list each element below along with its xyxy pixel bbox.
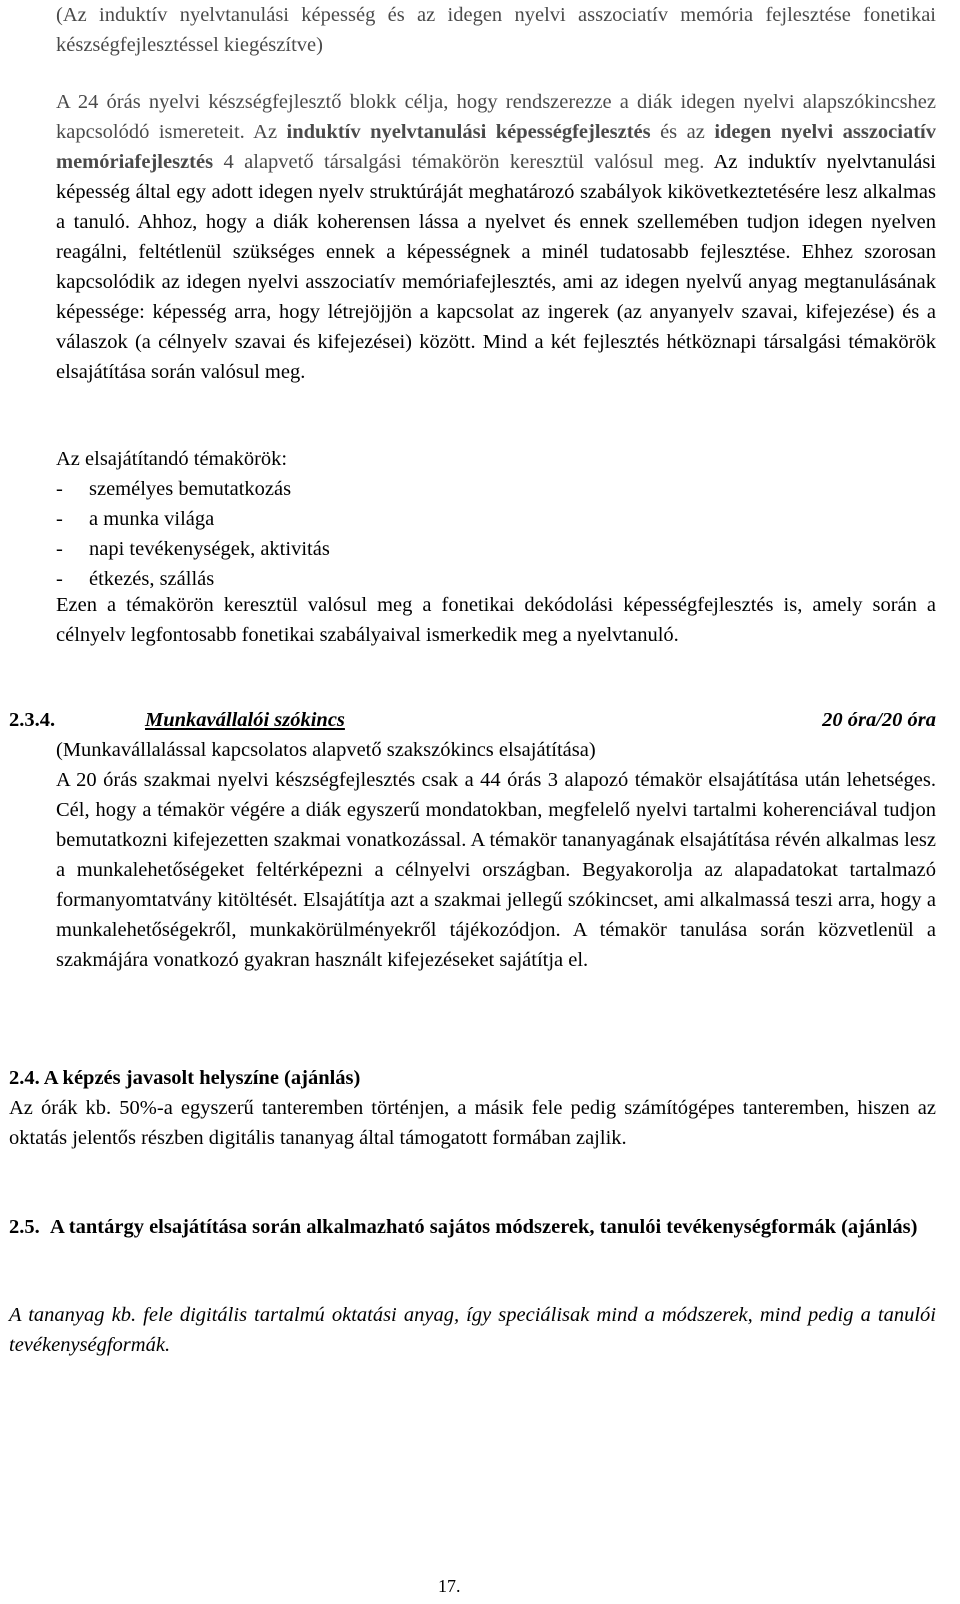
section-234-title: Munkavállalói szókincs [145, 709, 345, 731]
list-item-text: étkezés, szállás [89, 568, 215, 590]
section-234-body: A 20 órás szakmai nyelvi készségfejlesztés csak a 44 órás 3 alapozó témakör elsajátítása után lehetséges. Cél, hogy a témakör végére a diák egyszerű mondatokban, megfelelő nyelvi tartalmi koherenciával tudjon bemutatkozni kifejezetten szakmai vonatkozással. A témakör tananyagának elsajátítása révén alkalmas lesz a munkalehetőségeket feltérképezni a célnyelvi országban. Begyakorolja az alapadatokat tartalmazó formanyomtatvány kitöltését. Elsajátítja azt a szakmai jellegű szókincset, ami alkalmassá teszi arra, hogy a munkalehetőségekről, munkakörülményekről tájékozódjon. A témakör tanulása során közvetlenül a szakmájára vonatkozó gyakran használt kifejezéseket sajátítja el. [56, 769, 936, 971]
intro-p1-text-d: 4 alapvető társalgási témakörön keresztül valósul meg. [213, 151, 705, 173]
list-item-text: napi tevékenységek, aktivitás [89, 538, 330, 560]
intro-p1-text-e: Az induktív nyelvtanulási képesség által egy adott idegen nyelv struktúráját meghatározó szabályok kikövetkeztetésére lesz alkalmas a tanuló. [56, 151, 936, 233]
list-item [56, 474, 936, 504]
section-25-heading: A tantárgy elsajátítása során alkalmazható sajátos módszerek, tanulói tevékenységformák (ajánlás) [50, 1216, 918, 1238]
intro-p1-text-a: A 24 órás nyelvi készségfejlesztő blokk célja, hogy rendszerezze a diák idegen nyelvi alapszókincshez kapcsolódó ismereteit. Az [56, 91, 936, 143]
section-25-number: 2.5. [9, 1216, 40, 1238]
section-24-body: Az órák kb. 50%-a egyszerű tanteremben történjen, a másik fele pedig számítógépes tanteremben, hiszen az oktatás jelentős részben digitális tananyag által támogatott formában zajlik. [9, 1097, 936, 1149]
intro-closing-paragraph: Ezen a témakörön keresztül valósul meg a fonetikai dekódolási képességfejlesztés is, amely során a célnyelv legfontosabb fonetikai szabályaival ismerkedik meg a nyelvtanuló. [56, 594, 936, 646]
intro-p1-text-f: Ahhoz, hogy a diák koherensen lássa a nyelvet és ennek szellemében tudjon idegen nyelven reagálni, feltétlenül szükséges ennek a képességnek a minél tudatosabb fejlesztése. Ehhez szorosan kapcsolódik az idegen nyelvi asszociatív memóriafejlesztés, ami az idegen nyelvű anyag megtanulásának képessége: képesség arra, hogy létrejöjjön a kapcsolat az ingerek (az anyanyelv szavai, kifejezése) és a válaszok (a célnyelv szavai és kifejezései) között. Mind a két fejlesztés hétköznapi társalgási témakörök elsajátítása során valósul meg. [56, 211, 936, 383]
topics-heading: Az elsajátítandó témakörök: [56, 448, 288, 470]
section-234-number: 2.3.4. [9, 709, 56, 731]
list-dash: - [56, 538, 63, 560]
topics-list [56, 474, 936, 594]
list-dash: - [56, 508, 63, 530]
intro-p1-bold-1: induktív nyelvtanulási képességfejlesztés [286, 121, 651, 143]
list-item [56, 504, 936, 534]
intro-paragraph [56, 87, 936, 387]
list-dash: - [56, 568, 63, 590]
list-item-text: személyes bemutatkozás [89, 478, 292, 500]
list-item-text: a munka világa [89, 508, 215, 530]
page-number: 17. [438, 1576, 461, 1596]
intro-p1-text-c: és az [650, 121, 715, 143]
section-24-heading: 2.4. A képzés javasolt helyszíne (ajánlás) [9, 1067, 361, 1089]
list-item [56, 534, 936, 564]
section-234-hours: 20 óra/20 óra [822, 709, 936, 731]
list-dash: - [56, 478, 63, 500]
section-234-subtitle: (Munkavállalással kapcsolatos alapvető szakszókincs elsajátítása) [56, 739, 596, 761]
intro-subtitle: (Az induktív nyelvtanulási képesség és az idegen nyelvi asszociatív memória fejlesztése fonetikai készségfejlesztéssel kiegészítve) [56, 4, 936, 56]
section-25-body: A tananyag kb. fele digitális tartalmú oktatási anyag, így speciálisak mind a módszerek, mind pedig a tanulói tevékenységformák. [9, 1304, 936, 1356]
intro-p1-bold-2: idegen nyelvi asszociatív memóriafejlesztés [56, 121, 936, 173]
